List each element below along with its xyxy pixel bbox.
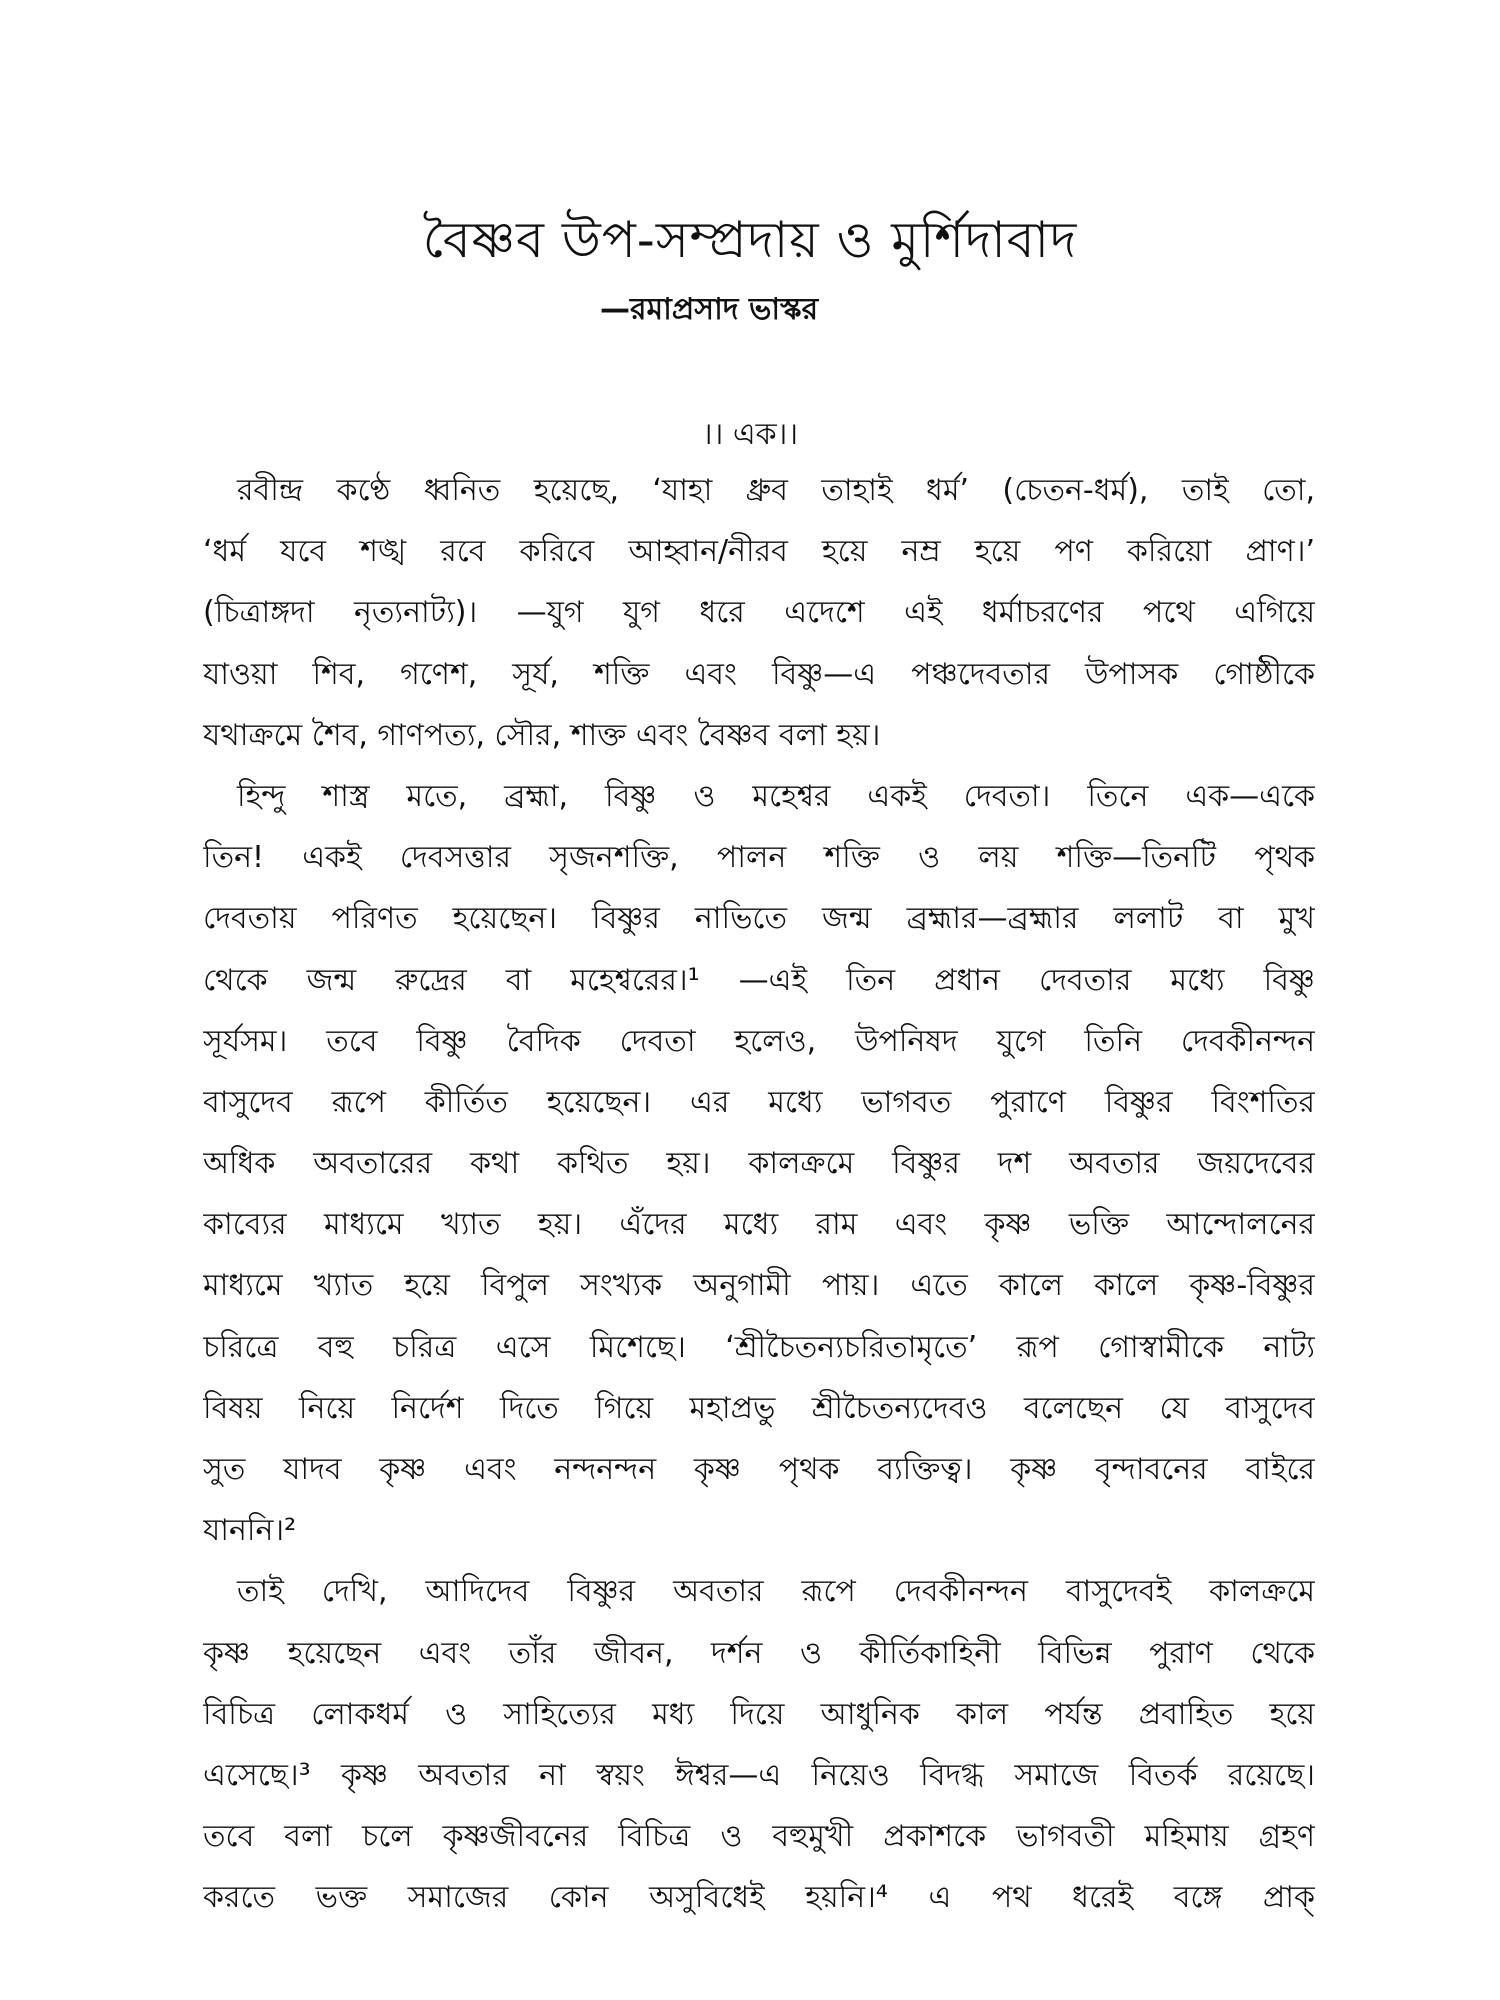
paragraph-3 xyxy=(203,1561,1315,1928)
paragraph-2 xyxy=(203,766,1315,1561)
section-heading: ।। এক।। xyxy=(701,417,799,452)
text-line: অধিক অবতারের কথা কথিত হয়। কালক্রমে বিষ্ণুর দশ অবতার জয়দেবের xyxy=(203,1146,1315,1182)
text-line: ‘ধর্ম যবে শঙ্খ রবে করিবে আহ্বান/নীরব হয়ে নম্র হয়ে পণ করিয়ো প্রাণ।’ xyxy=(203,534,1315,570)
text-line: এসেছে।³ কৃষ্ণ অবতার না স্বয়ং ঈশ্বর—এ নিয়েও বিদগ্ধ সমাজে বিতর্ক রয়েছে। xyxy=(203,1757,1315,1793)
article-body xyxy=(203,460,1315,1929)
text-line: তাই দেখি, আদিদেব বিষ্ণুর অবতার রূপে দেবকীনন্দন বাসুদেবই কালক্রমে xyxy=(237,1574,1315,1610)
text-line: বিষয় নিয়ে নির্দেশ দিতে গিয়ে মহাপ্রভু শ্রীচৈতন্যদেবও বলেছেন যে বাসুদেব xyxy=(203,1390,1315,1426)
text-line: থেকে জন্ম রুদ্রের বা মহেশ্বরের।¹ —এই তিন প্রধান দেবতার মধ্যে বিষ্ণু xyxy=(203,962,1315,998)
text-line: হিন্দু শাস্ত্র মতে, ব্রহ্মা, বিষ্ণু ও মহেশ্বর একই দেবতা। তিনে এক—একে xyxy=(237,778,1315,814)
text-line: মাধ্যমে খ্যাত হয়ে বিপুল সংখ্যক অনুগামী পায়। এতে কালে কালে কৃষ্ণ-বিষ্ণুর xyxy=(203,1268,1315,1304)
text-line: কাব্যের মাধ্যমে খ্যাত হয়। এঁদের মধ্যে রাম এবং কৃষ্ণ ভক্তি আন্দোলনের xyxy=(203,1207,1315,1243)
text-line: কৃষ্ণ হয়েছেন এবং তাঁর জীবন, দর্শন ও কীর্তিকাহিনী বিভিন্ন পুরাণ থেকে xyxy=(203,1635,1315,1671)
text-line: তিন! একই দেবসত্তার সৃজনশক্তি, পালন শক্তি ও লয় শক্তি—তিনটি পৃথক xyxy=(203,840,1315,876)
text-line: তবে বলা চলে কৃষ্ণজীবনের বিচিত্র ও বহুমুখী প্রকাশকে ভাগবতী মহিমায় গ্রহণ xyxy=(203,1819,1315,1855)
paragraph-1 xyxy=(203,460,1315,766)
text-line: যথাক্রমে শৈব, গাণপত্য, সৌর, শাক্ত এবং বৈষ্ণব বলা হয়। xyxy=(203,717,881,753)
author-byline: —রমাপ্রসাদ ভাস্কর xyxy=(600,292,819,327)
text-line: বিচিত্র লোকধর্ম ও সাহিত্যের মধ্য দিয়ে আধুনিক কাল পর্যন্ত প্রবাহিত হয়ে xyxy=(203,1696,1315,1732)
text-line: চরিত্রে বহু চরিত্র এসে মিশেছে। ‘শ্রীচৈতন্যচরিতামৃতে’ রূপ গোস্বামীকে নাট্য xyxy=(203,1329,1315,1365)
text-line: সূর্যসম। তবে বিষ্ণু বৈদিক দেবতা হলেও, উপনিষদ যুগে তিনি দেবকীনন্দন xyxy=(203,1023,1315,1059)
text-line: সুত যাদব কৃষ্ণ এবং নন্দনন্দন কৃষ্ণ পৃথক ব্যক্তিত্ব। কৃষ্ণ বৃন্দাবনের বাইরে xyxy=(203,1452,1315,1487)
article-title: বৈষ্ণব উপ-সম্প্রদায় ও মুর্শিদাবাদ xyxy=(422,211,1078,269)
text-line: রবীন্দ্র কণ্ঠে ধ্বনিত হয়েছে, ‘যাহা ধ্রুব তাহাই ধর্ম’ (চেতন-ধর্ম), তাই তো, xyxy=(237,473,1315,508)
text-line: যাননি।² xyxy=(203,1513,297,1549)
text-line: দেবতায় পরিণত হয়েছেন। বিষ্ণুর নাভিতে জন্ম ব্রহ্মার—ব্রহ্মার ললাট বা মুখ xyxy=(203,901,1315,937)
text-line: বাসুদেব রূপে কীর্তিত হয়েছেন। এর মধ্যে ভাগবত পুরাণে বিষ্ণুর বিংশতির xyxy=(203,1084,1315,1120)
text-line: করতে ভক্ত সমাজের কোন অসুবিধেই হয়নি।⁴ এ পথ ধরেই বঙ্গে প্রাক্ xyxy=(203,1880,1315,1916)
text-line: (চিত্রাঙ্গদা নৃত্যনাট্য)। —যুগ যুগ ধরে এদেশে এই ধর্মাচরণের পথে এগিয়ে xyxy=(203,595,1315,631)
text-line: যাওয়া শিব, গণেশ, সূর্য, শক্তি এবং বিষ্ণু—এ পঞ্চদেবতার উপাসক গোষ্ঠীকে xyxy=(203,656,1315,692)
